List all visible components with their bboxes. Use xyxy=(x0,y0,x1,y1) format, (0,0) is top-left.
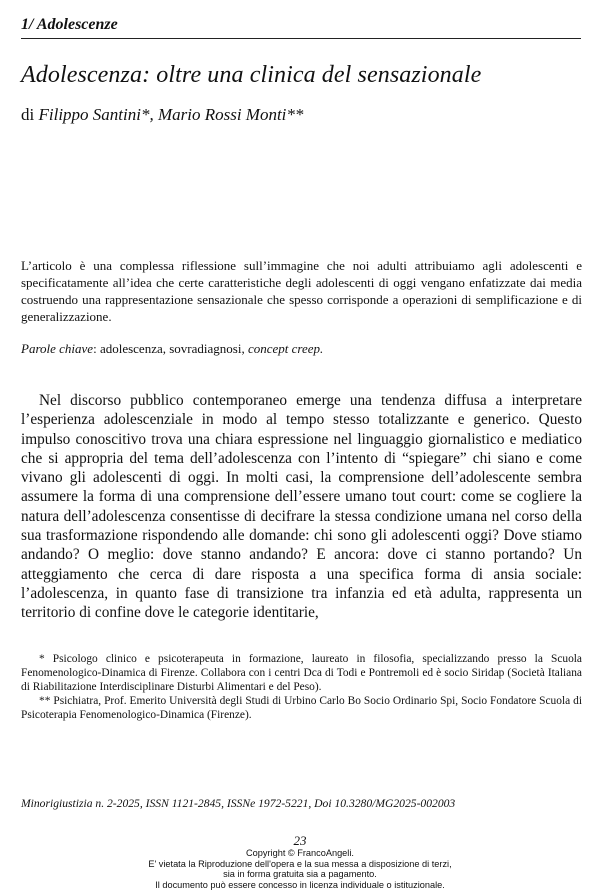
copyright-notice xyxy=(0,848,600,890)
byline-authors: Filippo Santini*, Mario Rossi Monti** xyxy=(38,105,304,124)
footnotes xyxy=(21,652,582,722)
footnote-2: ** Psichiatra, Prof. Emerito Università degli Studi di Urbino Carlo Bo Socio Ordinario Spi, Socio Fondatore Scuola di Psicoterapia Fenomenologico-Dinamica (Firenze). xyxy=(21,695,582,721)
keywords xyxy=(21,340,582,357)
byline xyxy=(21,104,581,126)
section-header: 1/ Adolescenze xyxy=(21,14,581,39)
body-paragraph: Nel discorso pubblico contemporaneo emerge una tendenza diffusa a interpretare l’esperienza adolescenziale in modo al tempo stesso totalizzante e generico. Questo impulso conoscitivo trova una chiara espressione nel linguaggio giornalistico e mediatico che si appropria del tema dell’adolescenza con l’intento di “spiegare” chi siano e come vivano gli adolescenti di oggi. In molti casi, la comprensione dell’adolescente sembra assumere la forma di una comprensione dell’essere umano tout court: come se cogliere la natura dell’adolescenza consentisse di decifrare la stessa condizione umana nel corso della sua trasformazione rispondendo alle domande: chi sono gli adolescenti oggi? Dove stiamo andando? O meglio: dove stanno andando? E ancora: dove ci stanno portando? Un atteggiamento che cerca di dare risposta a una specifica forma di ansia sociale: l’adolescenza, in quanto fase di transizione tra infanzia ed età adulta, rappresenta un territorio di confine dove le categorie identitarie, xyxy=(21,392,582,622)
copyright-line: Il documento può essere concesso in licenza individuale o istituzionale. xyxy=(155,879,445,890)
keywords-label: Parole chiave xyxy=(21,341,94,356)
copyright-line: sia in forma gratuita sia a pagamento. xyxy=(223,869,377,880)
keywords-plain: : adolescenza, sovradiagnosi, xyxy=(93,341,248,356)
keywords-italic: concept creep. xyxy=(247,341,324,356)
copyright-line: Copyright © FrancoAngeli. xyxy=(246,848,354,858)
article-title: Adolescenza: oltre una clinica del sensazionale xyxy=(21,62,482,88)
byline-prefix: di xyxy=(21,105,35,124)
journal-citation: Minorigiustizia n. 2-2025, ISSN 1121-2845, ISSNe 1972-5221, Doi 10.3280/MG2025-002003 xyxy=(21,797,456,810)
footnote-1: * Psicologo clinico e psicoterapeuta in formazione, laureato in filosofia, specializzando presso la Scuola Fenomenologico-Dinamica di Firenze. Collabora con i centri Dca di Todi e Pontremoli ed è socio Siridap (Società Italiana di Riabilitazione Interdisciplinare Disturbi Alimentari e del Peso). xyxy=(21,653,582,693)
page-number: 23 xyxy=(293,833,307,848)
abstract: L’articolo è una complessa riflessione sull’immagine che noi adulti attribuiamo agli adolescenti e specificatamente all’idea che certe caratteristiche degli adolescenti di oggi vengano enfatizzate dai media costruendo una rappresentazione sensazionale che spesso corrisponde a operazioni di semplificazione e di generalizzazione. xyxy=(21,258,582,324)
copyright-line: E' vietata la Riproduzione dell'opera e la sua messa a disposizione di terzi, xyxy=(148,858,452,869)
